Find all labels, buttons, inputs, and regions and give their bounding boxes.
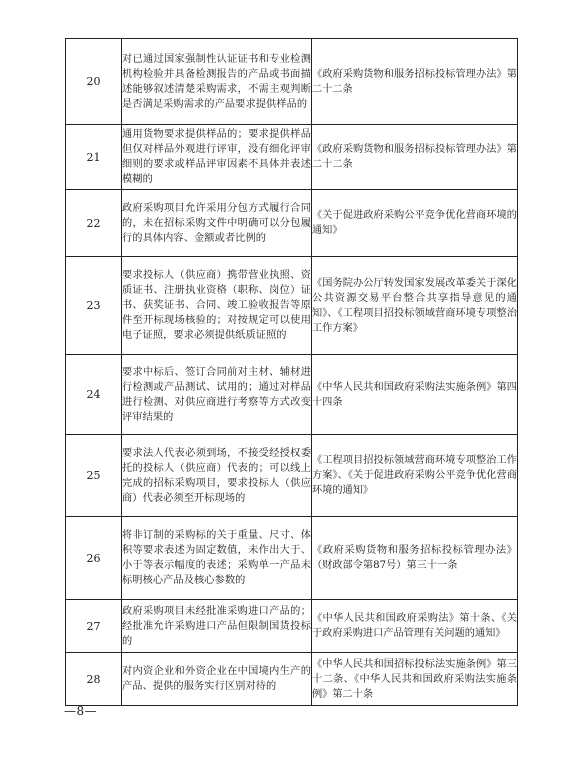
row-number: 26 xyxy=(66,517,122,600)
row-legal-basis xyxy=(312,355,518,435)
table-row xyxy=(66,190,518,257)
row-legal-basis-text: 《中华人民共和国招标投标法实施条例》第三十二条、《中华人民共和国政府采购法实施条例》第二十条 xyxy=(312,658,517,700)
table-row xyxy=(66,517,518,600)
table-row xyxy=(66,125,518,190)
row-legal-basis-text: 《政府采购货物和服务招标投标管理办法》第二十二条 xyxy=(312,144,517,170)
table-row xyxy=(66,600,518,653)
row-legal-basis xyxy=(312,39,518,125)
row-description-text: 对已通过国家强制性认证证书和专业检测机构检验并具备检测报告的产品或书面描述能够叙述清楚采购需求，不需主观判断是否满足采购需求的产品要求提供样品的 xyxy=(122,53,311,110)
table-row xyxy=(66,257,518,355)
row-description xyxy=(122,355,312,435)
row-legal-basis xyxy=(312,125,518,190)
row-legal-basis xyxy=(312,653,518,706)
row-legal-basis xyxy=(312,190,518,257)
row-description xyxy=(122,517,312,600)
table-row xyxy=(66,39,518,125)
row-description xyxy=(122,600,312,653)
row-description xyxy=(122,653,312,706)
row-number: 23 xyxy=(66,257,122,355)
row-number: 28 xyxy=(66,653,122,706)
row-number: 25 xyxy=(66,435,122,517)
table-row xyxy=(66,653,518,706)
row-description-text: 政府采购项目允许采用分包方式履行合同的，未在招标采购文件中明确可以分包履行的具体内容、金额或者比例的 xyxy=(122,202,311,244)
row-legal-basis-text: 《政府采购货物和服务招标投标管理办法》第二十二条 xyxy=(312,68,517,95)
row-number: 20 xyxy=(66,39,122,125)
row-description xyxy=(122,39,312,125)
row-description-text: 将非订制的采购标的关于重量、尺寸、体积等要求表述为固定数值，未作出大于、小于等表示幅度的表述；采购单一产品未标明核心产品及核心参数的 xyxy=(122,530,311,586)
row-legal-basis xyxy=(312,435,518,517)
row-number: 21 xyxy=(66,125,122,190)
page-number: —8— xyxy=(64,704,98,718)
row-legal-basis-text: 《国务院办公厅转发国家发展改革委关于深化公共资源交易平台整合共享指导意见的通知》、《工程项目招投标领域营商环境专项整治工作方案》 xyxy=(312,277,517,334)
row-number: 24 xyxy=(66,355,122,435)
row-description-text: 要求法人代表必须到场，不接受经授权委托的投标人（供应商）代表的；可以线上完成的招标采购项目，要求投标人（供应商）代表必须至开标现场的 xyxy=(122,447,311,504)
row-legal-basis xyxy=(312,257,518,355)
row-description-text: 要求投标人（供应商）携带营业执照、资质证书、注册执业资格（职称、岗位）证书、获奖证书、合同、竣工验收报告等原件至开标现场核验的；对按规定可以使用电子证照，要求必须提供纸质证照的 xyxy=(122,270,311,341)
regulation-table xyxy=(65,38,518,706)
row-description xyxy=(122,257,312,355)
row-legal-basis-text: 《中华人民共和国政府采购法》第十条、《关于政府采购进口产品管理有关问题的通知》 xyxy=(312,613,517,639)
row-description-text: 对内资企业和外资企业在中国境内生产的产品、提供的服务实行区别对待的 xyxy=(122,666,311,692)
row-number: 27 xyxy=(66,600,122,653)
row-description-text: 政府采购项目未经批准采购进口产品的；经批准允许采购进口产品但限制国货投标的 xyxy=(122,605,311,647)
row-legal-basis-text: 《中华人民共和国政府采购法实施条例》第四十四条 xyxy=(312,381,517,408)
row-description xyxy=(122,190,312,257)
row-number: 22 xyxy=(66,190,122,257)
row-legal-basis-text: 《关于促进政府采购公平竞争优化营商环境的通知》 xyxy=(312,210,517,236)
row-description-text: 通用货物要求提供样品的；要求提供样品但仅对样品外观进行评审，没有细化评审细则的要求或样品评审因素不具体并表述模糊的 xyxy=(122,129,311,185)
table-row xyxy=(66,435,518,517)
row-legal-basis-text: 《工程项目招投标领域营商环境专项整治工作方案》、《关于促进政府采购公平竞争优化营商环境的通知》 xyxy=(312,455,517,496)
row-legal-basis xyxy=(312,600,518,653)
row-legal-basis-text: 《政府采购货物和服务招标投标管理办法》（财政部令第87号）第三十一条 xyxy=(312,545,517,571)
row-description xyxy=(122,125,312,190)
row-description xyxy=(122,435,312,517)
row-description-text: 要求中标后、签订合同前对主材、辅材进行检测或产品测试、试用的；通过对样品进行检测、对供应商进行考察等方式改变评审结果的 xyxy=(122,366,311,423)
table-row xyxy=(66,355,518,435)
row-legal-basis xyxy=(312,517,518,600)
